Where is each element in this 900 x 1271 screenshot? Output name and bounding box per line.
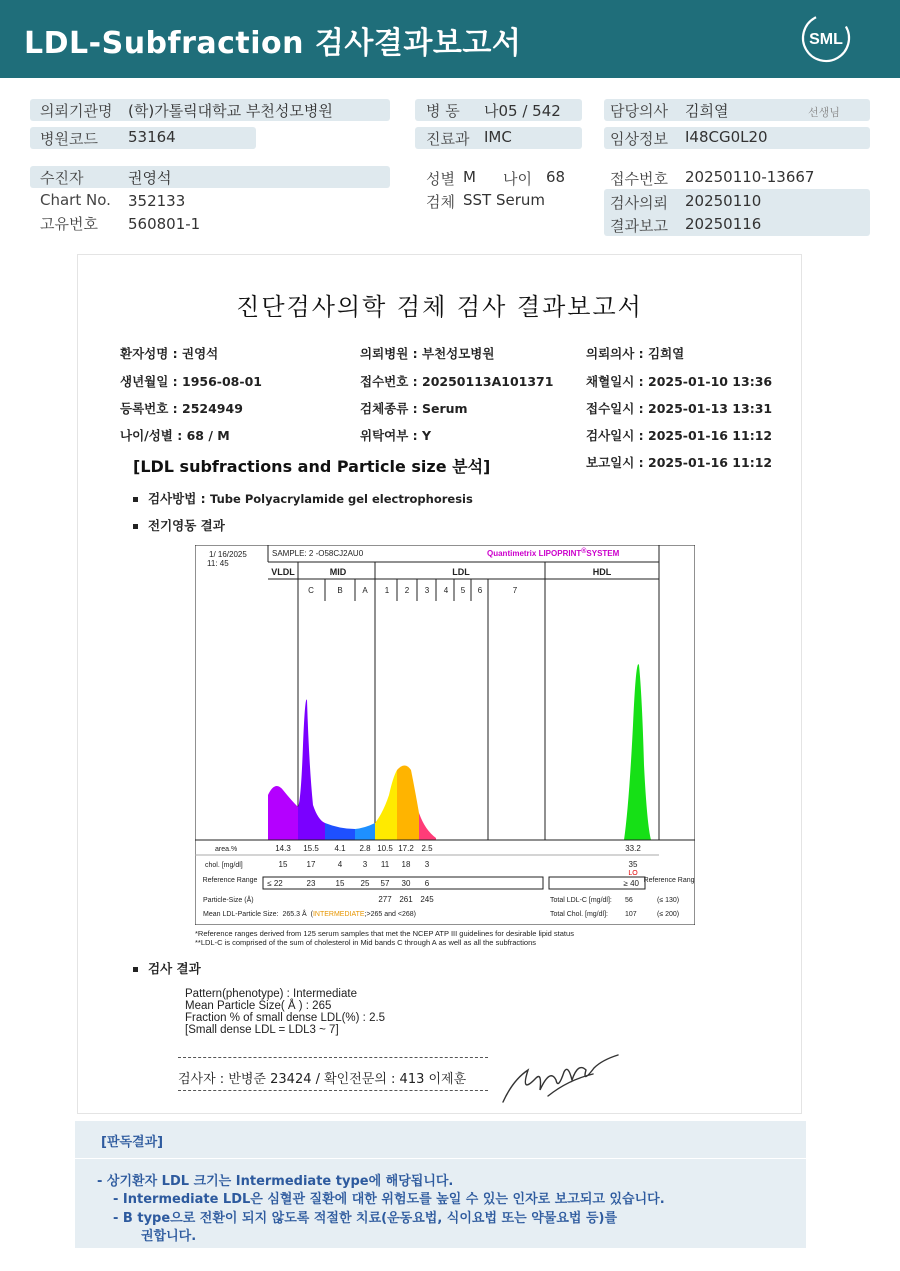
chol-value-1: 11 bbox=[380, 860, 390, 869]
tester-line: 검사자 : 반병준 23424 / 확인전문의 : 413 이제훈 bbox=[178, 1072, 467, 1087]
chart-footnotes bbox=[195, 929, 574, 947]
report-document bbox=[77, 254, 802, 1114]
receipt-time-field: 접수일시 : 2025-01-13 13:31 bbox=[586, 401, 773, 416]
report-time-field: 보고일시 : 2025-01-16 11:12 bbox=[586, 455, 773, 470]
area-row-label: area.% bbox=[215, 846, 238, 853]
area-value-a: 2.8 bbox=[359, 844, 371, 853]
area-value-2: 17.2 bbox=[398, 844, 414, 853]
ref-value-b: 15 bbox=[335, 879, 345, 888]
electrophoresis-svg bbox=[195, 545, 695, 925]
doctor-suffix: 선생님 bbox=[808, 106, 840, 119]
ref-value-c: 23 bbox=[306, 879, 316, 888]
chart-no-value: 352133 bbox=[128, 192, 186, 210]
particle-size-1: 277 bbox=[378, 895, 392, 904]
band-label-6: 6 bbox=[477, 586, 483, 595]
unique-no-label: 고유번호 bbox=[40, 215, 98, 233]
area-value-3: 2.5 bbox=[421, 844, 433, 853]
chol-value-2: 18 bbox=[401, 860, 411, 869]
ward-value: 나05 / 542 bbox=[484, 102, 561, 120]
institution-label: 의뢰기관명 bbox=[40, 102, 113, 120]
signature-bottom-rule bbox=[178, 1090, 488, 1091]
sex-label: 성별 bbox=[426, 170, 455, 188]
requesting-doctor-field: 의뢰의사 : 김희열 bbox=[586, 346, 685, 361]
birthdate-field: 생년월일 : 1956-08-01 bbox=[120, 374, 262, 389]
mean-size-label: Mean LDL-Particle Size: bbox=[203, 911, 279, 918]
ref-label-left-text: Reference Range bbox=[202, 877, 258, 884]
chol-value-c: 17 bbox=[306, 860, 316, 869]
verdict-panel bbox=[75, 1121, 806, 1248]
particle-size-3: 245 bbox=[420, 895, 434, 904]
electrophoresis-chart bbox=[195, 545, 695, 925]
ref-value-2: 30 bbox=[401, 879, 411, 888]
verdict-line-3: - B type으로 전환이 되지 않도록 적절한 치료(운동요법, 식이요법 또는 약물요법 등)를 bbox=[113, 1211, 618, 1226]
signature-top-rule bbox=[178, 1057, 488, 1058]
report-title: LDL-Subfraction 검사결과보고서 bbox=[24, 26, 522, 61]
hdl-low-flag: LO bbox=[628, 870, 638, 877]
band-label-2: 2 bbox=[404, 586, 410, 595]
bullet-square bbox=[133, 524, 138, 529]
clinical-info-value: I48CG0L20 bbox=[685, 128, 768, 146]
request-date-label: 검사의뢰 bbox=[610, 194, 668, 212]
ward-label: 병 동 bbox=[426, 102, 460, 120]
chart-date: 1/ 16/2025 bbox=[209, 550, 247, 559]
consignment-field: 위탁여부 : Y bbox=[360, 428, 432, 443]
receipt-no-label: 접수번호 bbox=[610, 170, 668, 188]
band-label-3: 3 bbox=[424, 586, 430, 595]
clinical-info-label: 임상정보 bbox=[610, 130, 668, 148]
ref-value-1: 57 bbox=[380, 879, 390, 888]
total-ldl-label: Total LDL-C [mg/dl]: bbox=[550, 897, 612, 904]
request-date-value: 20250110 bbox=[685, 192, 762, 210]
result-mean-size: Mean Particle Size( Å ) : 265 bbox=[185, 1000, 332, 1012]
total-ldl-ref: (≤ 130) bbox=[657, 897, 680, 904]
total-chol-value: 107 bbox=[625, 911, 637, 918]
band-label-b: B bbox=[337, 586, 343, 595]
electrophoresis-heading bbox=[133, 516, 225, 534]
verdict-line-2: - Intermediate LDL은 심혈관 질환에 대한 위험도를 높일 수 있는 인자로 보고되고 있습니다. bbox=[113, 1192, 665, 1207]
brand-suffix: SYSTEM bbox=[586, 549, 620, 558]
report-date-value: 20250116 bbox=[685, 215, 762, 233]
band-label-a: A bbox=[362, 586, 368, 595]
chol-value-hdl: 35 bbox=[628, 860, 638, 869]
band-label-5: 5 bbox=[460, 586, 466, 595]
patient-name-field: 환자성명 : 권영석 bbox=[120, 346, 219, 361]
mean-size-value: 265.3 Å bbox=[282, 911, 307, 918]
mean-size-line: Mean LDL-Particle Size: 265.3 Å (INTERMEDIATE;>265 and <268) bbox=[203, 911, 416, 918]
ref-value-hdl: ≥ 40 bbox=[623, 879, 639, 888]
total-ldl-value: 56 bbox=[625, 897, 633, 904]
hospital-code-label: 병원코드 bbox=[40, 130, 98, 148]
ref-label-left bbox=[203, 877, 258, 884]
group-label-ldl: LDL bbox=[452, 567, 470, 577]
result-heading bbox=[133, 959, 201, 977]
area-value-vldl: 14.3 bbox=[275, 844, 291, 853]
result-label: 검사 결과 bbox=[148, 961, 201, 976]
physician-signature bbox=[498, 1050, 623, 1110]
report-date-label: 결과보고 bbox=[610, 217, 668, 235]
band-label-4: 4 bbox=[443, 586, 449, 595]
chart-time: 11: 45 bbox=[207, 559, 229, 568]
result-definition: [Small dense LDL = LDL3 ~ 7] bbox=[185, 1024, 339, 1036]
patient-value: 권영석 bbox=[128, 169, 172, 187]
requesting-hospital-field: 의뢰병원 : 부천성모병원 bbox=[360, 346, 495, 361]
band-label-7: 7 bbox=[512, 586, 518, 595]
ref-label-right bbox=[644, 877, 695, 884]
group-label-hdl: HDL bbox=[592, 567, 612, 577]
brand-name: Quantimetrix LIPOPRINT bbox=[487, 549, 582, 558]
logo-text: SML bbox=[809, 31, 843, 48]
sml-logo bbox=[800, 12, 852, 64]
mean-size-pattern: INTERMEDIATE bbox=[312, 911, 365, 918]
verdict-heading: [판독결과] bbox=[101, 1135, 164, 1150]
receipt-no-value: 20250110-13667 bbox=[685, 168, 815, 186]
hospital-code-value: 53164 bbox=[128, 128, 176, 146]
unique-no-value: 560801-1 bbox=[128, 215, 201, 233]
institution-value: (학)가톨릭대학교 부천성모병원 bbox=[128, 102, 333, 120]
band-label-1: 1 bbox=[384, 586, 390, 595]
mean-size-range: >265 and <268) bbox=[366, 911, 416, 918]
chol-value-vldl: 15 bbox=[278, 860, 288, 869]
chart-sample: SAMPLE: 2 -O58CJ2AU0 bbox=[272, 549, 364, 558]
receipt-number-field: 접수번호 : 20250113A101371 bbox=[360, 374, 554, 389]
doctor-value: 김희열 bbox=[685, 102, 729, 120]
doctor-label: 담당의사 bbox=[610, 102, 668, 120]
age-label: 나이 bbox=[503, 170, 532, 188]
result-summary bbox=[185, 988, 385, 1036]
particle-size-label: Particle-Size (Å) bbox=[203, 897, 254, 904]
area-value-b: 4.1 bbox=[334, 844, 346, 853]
ref-value-a: 25 bbox=[360, 879, 370, 888]
test-time-field: 검사일시 : 2025-01-16 11:12 bbox=[586, 428, 773, 443]
chol-row-label: chol. [mg/dl] bbox=[205, 862, 243, 869]
group-label-vldl: VLDL bbox=[271, 567, 295, 577]
patient-pill bbox=[30, 166, 390, 188]
report-doc-title: 진단검사의학 검체 검사 결과보고서 bbox=[236, 293, 643, 321]
specimen-type-field: 검체종류 : Serum bbox=[360, 401, 468, 416]
ref-value-3: 6 bbox=[424, 879, 430, 888]
department-value: IMC bbox=[484, 128, 512, 146]
total-chol-ref: (≤ 200) bbox=[657, 911, 680, 918]
bullet-square bbox=[133, 497, 138, 502]
verdict-line-4: 권합니다. bbox=[141, 1229, 197, 1244]
ref-label-right-text: Reference Range bbox=[643, 877, 695, 884]
chart-brand bbox=[487, 547, 620, 558]
sex-value: M bbox=[463, 168, 476, 186]
particle-size-2: 261 bbox=[399, 895, 413, 904]
specimen-value: SST Serum bbox=[463, 191, 546, 209]
area-value-1: 10.5 bbox=[377, 844, 393, 853]
analysis-subtitle: [LDL subfractions and Particle size 분석] bbox=[133, 457, 491, 476]
ref-value-vldl: ≤ 22 bbox=[267, 879, 283, 888]
area-value-hdl: 33.2 bbox=[625, 844, 641, 853]
total-chol-label: Total Chol. [mg/dl]: bbox=[550, 911, 608, 918]
chart-no-label: Chart No. bbox=[40, 191, 111, 209]
department-label: 진료과 bbox=[426, 130, 470, 148]
chol-value-a: 3 bbox=[362, 860, 368, 869]
method-value: Tube Polyacrylamide gel electrophoresis bbox=[210, 492, 473, 506]
collection-time-field: 채혈일시 : 2025-01-10 13:36 bbox=[586, 374, 773, 389]
verdict-divider bbox=[75, 1158, 806, 1159]
age-value: 68 bbox=[546, 168, 566, 186]
patient-label: 수진자 bbox=[40, 169, 84, 187]
age-sex-field: 나이/성별 : 68 / M bbox=[120, 428, 230, 443]
method-line bbox=[133, 489, 473, 507]
group-label-mid: MID bbox=[329, 567, 347, 577]
method-label: 검사방법 : bbox=[148, 491, 211, 506]
result-pattern: Pattern(phenotype) : Intermediate bbox=[185, 988, 357, 1000]
chart-frame bbox=[195, 545, 695, 925]
result-fraction: Fraction % of small dense LDL(%) : 2.5 bbox=[185, 1012, 386, 1024]
band-label-c: C bbox=[308, 586, 314, 595]
footnote-1: *Reference ranges derived from 125 serum samples that met the NCEP ATP III guidelines for desirable lipid status bbox=[195, 929, 574, 938]
area-value-c: 15.5 bbox=[303, 844, 319, 853]
electrophoresis-label: 전기영동 결과 bbox=[148, 518, 225, 533]
chol-value-b: 4 bbox=[337, 860, 343, 869]
registration-field: 등록번호 : 2524949 bbox=[120, 401, 243, 416]
verdict-line-1: - 상기환자 LDL 크기는 Intermediate type에 해당됩니다. bbox=[97, 1174, 454, 1189]
footnote-2: **LDL-C is comprised of the sum of cholesterol in Mid bands C through A as well as all the subfractions bbox=[195, 938, 537, 947]
chol-value-3: 3 bbox=[424, 860, 430, 869]
brand-sup: ® bbox=[581, 548, 587, 555]
report-header bbox=[0, 0, 900, 78]
specimen-label: 검체 bbox=[426, 193, 455, 211]
bullet-square bbox=[133, 967, 138, 972]
